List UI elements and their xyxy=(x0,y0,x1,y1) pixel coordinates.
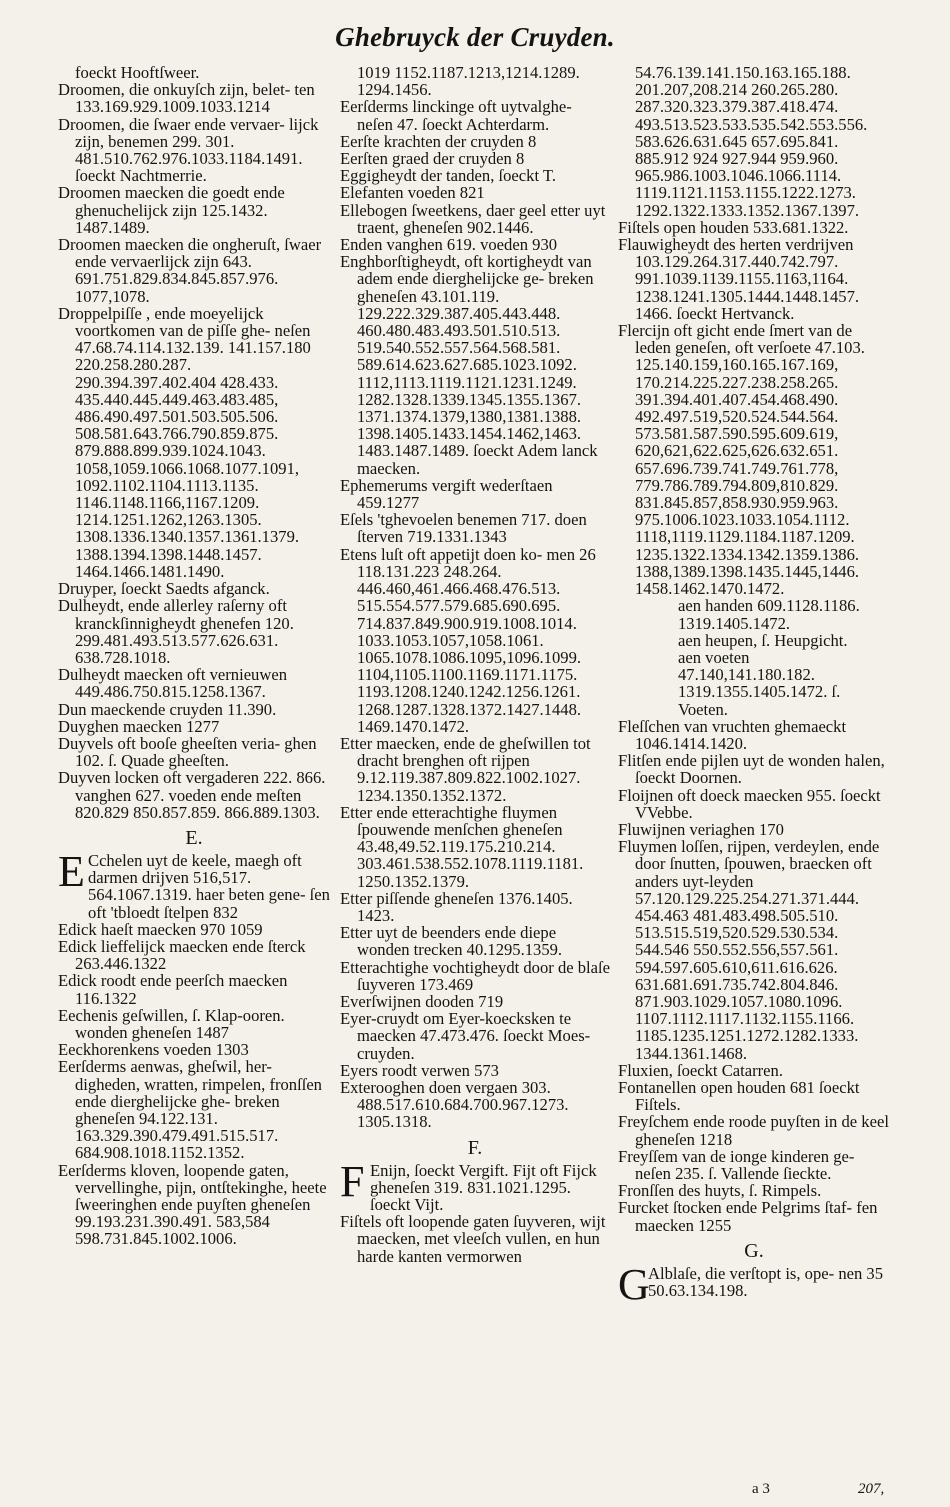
index-entry-text: Alblaſe, die verſtopt is, ope- nen 35 50.63.134.198. xyxy=(648,1263,884,1301)
index-entry: Eechenis geſwillen, ſ. Klap-ooren. wonden gheneſen 1487 xyxy=(58,1005,285,1042)
index-entry: Exterooghen doen vergaen 303. 488.517.610.684.700.967.1273. 1305.1318. xyxy=(340,1077,569,1132)
index-entry: Etterachtighe vochtigheydt door de blaſe ſuyveren 173.469 xyxy=(340,957,610,994)
index-entry: Dulheydt maecken oft vernieuwen 449.486.750.815.1258.1367. xyxy=(58,665,287,702)
index-entry: Dun maeckende cruyden 11.390. xyxy=(58,699,277,719)
index-entry: Fontanellen open houden 681 ſoeckt Fiſtels. xyxy=(618,1077,860,1115)
index-entry: Flercijn oft gicht ende ſmert van de leden geneſen, oft verſoete 47.103. 125.140.159,160.165.167.169, 170.214.225.227.238.258.265. 391.394.401.407.454.468.490. 492.497.519,520.524.544.564. 573.581.587.590.595.609.619, 620,621,622.625,626.632.651. 657.696.739.741.749.761.778, 779.786.789.794.809,810.829. 831.845.857,858.930.959.963. 975.1006.1023.1033.1054.1112. 1118,1119.1129.1184.1187.1209. 1235.1322.1334.1342.1359.1386. 1388,1389.1398.1435.1445,1446. 1458.1462.1470.1472. xyxy=(618,321,865,599)
index-entry: Duyven locken oft vergaderen 222. 866. vanghen 627. voeden ende meſten 820.829 850.857.859. 866.889.1303. xyxy=(58,768,326,822)
index-entry: Fiſtels oft loopende gaten ſuyveren, wijt maecken, met vleeſch vullen, en hun harde kanten vermorwen xyxy=(340,1212,606,1266)
index-entry: Edick roodt ende peerſch maecken 116.1322 xyxy=(58,971,288,1008)
index-entry: Eerſten graed der cruyden 8 xyxy=(340,149,525,169)
index-entry-initial xyxy=(618,1259,890,1309)
index-entry: Enden vanghen 619. voeden 930 xyxy=(340,235,558,255)
drop-capital: F xyxy=(340,1156,365,1206)
index-entry: Droomen maecken die goedt ende ghenuchelijck zijn 125.1432. 1487.1489. xyxy=(58,183,285,237)
index-entry: Furcket ſtocken ende Pelgrims ſtaf- fen maecken 1255 xyxy=(618,1198,878,1235)
index-entry: Fluwijnen veriaghen 170 xyxy=(618,819,784,839)
index-column-middle xyxy=(340,64,610,1484)
index-entry: Dulheydt, ende allerley raſerny oft kranckſinnigheydt ghenefen 120. 299.481.493.513.577.626.631. 638.728.1018. xyxy=(58,596,294,667)
index-entry: Freyſchem ende roode puyſten in de keel gheneſen 1218 xyxy=(618,1112,889,1149)
index-entry: Etter uyt de beenders ende diepe wonden trecken 40.1295.1359. xyxy=(340,923,563,960)
index-entry: Etter piſſende gheneſen 1376.1405. 1423. xyxy=(340,888,573,925)
section-letter: F. xyxy=(467,1136,483,1159)
index-entry-text: Cchelen uyt de keele, maegh oft darmen drijven 516,517. 564.1067.1319. haer beten gene- ſen oft 'tbloedt ſtelpen 832 xyxy=(88,850,330,922)
index-entry: Ephemerums vergift wederſtaen 459.1277 xyxy=(340,475,553,513)
index-entry: Droomen maecken die ongheruſt, ſwaer ende vervaerlijck zijn 643. 691.751.829.834.845.857.976. 1077,1078. xyxy=(58,235,322,306)
index-column-left xyxy=(58,64,330,1484)
index-entry: Ellebogen ſweetkens, daer geel etter uyt traent, gheneſen 902.1446. xyxy=(340,200,606,237)
index-entry: Flitſen ende pijlen uyt de wonden halen, ſoeckt Doornen. xyxy=(618,751,885,788)
index-entry: Droomen, die onkuyſch zijn, belet- ten 133.169.929.1009.1033.1214 xyxy=(58,80,315,117)
index-entry: Eerſte krachten der cruyden 8 xyxy=(340,131,537,151)
index-entry: Floijnen oft doeck maecken 955. ſoeckt VVebbe. xyxy=(618,785,881,822)
index-entry: Eggigheydt der tanden, ſoeckt T. xyxy=(340,166,556,186)
index-entry: Duyghen maecken 1277 xyxy=(58,716,220,736)
running-head: Ghebruyck der Cruyden. xyxy=(335,22,615,52)
index-entry: Elefanten voeden 821 xyxy=(340,183,485,203)
signature-mark: a 3 xyxy=(752,1481,770,1497)
index-entry-text: Enijn, ſoeckt Vergift. Fijt oft Fijck gheneſen 319. 831.1021.1295. ſoeckt Vijt. xyxy=(370,1160,597,1214)
index-entry: Edick lieffelijck maecken ende ſterck 263.446.1322 xyxy=(58,936,306,974)
index-entry: Droomen, die ſwaer ende vervaer- lijck zijn, benemen 299. 301. 481.510.762.976.1033.1184.1491. ſoeckt Nachtmerrie. xyxy=(58,114,319,186)
index-column-right xyxy=(618,64,890,1484)
index-entry: Flauwigheydt des herten verdrijven 103.129.264.317.440.742.797. 991.1039.1139.1155.1163,1164. 1238.1241.1305.1444.1448.1457. 1466. ſoeckt Hertvanck. xyxy=(618,235,860,323)
index-entry: Enghborſtigheydt, oft kortigheydt van adem ende dierghelijcke ge- breken gheneſen 43.101.119. 129.222.329.387.405.443.448. 460.480.483.493.501.510.513. 519.540.552.557.564.568.581. 589.614.623.627.685.1023.1092. 1112,1113.1119.1121.1231.1249. 1282.1328.1339.1345.1355.1367. 1371.1374.1379,1380,1381.1388. 1398.1405.1433.1454.1462,1463. 1483.1487.1489. ſoeckt Adem lanck maecken. xyxy=(340,252,598,478)
index-subentry: aen heupen, ſ. Heupgicht. xyxy=(678,630,848,650)
index-subentry: aen handen 609.1128.1186. 1319.1405.1472. xyxy=(678,596,860,633)
index-entry: Etter ende etterachtighe fluymen ſpouwende menſchen gheneſen 43.48,49.52.119.175.210.214. 303.461.538.552.1078.1119.1181. 1250.1352.1379. xyxy=(340,802,584,891)
index-entry: Eeckhorenkens voeden 1303 xyxy=(58,1040,249,1060)
drop-capital: G xyxy=(618,1259,650,1309)
index-entry: Eyers roodt verwen 573 xyxy=(340,1060,499,1080)
index-entry: Eyer-cruydt om Eyer-koecksken te maecken 47.473.476. ſoeckt Moes-cruyden. xyxy=(340,1009,591,1063)
index-entry-initial xyxy=(58,846,330,922)
index-entry: Droppelpiſſe , ende moeyelijck voortkomen van de piſſe ghe- neſen 47.68.74.114.132.139. 141.157.180 220.258.280.287. 290.394.397.402.404 428.433. 435.440.445.449.463.483.485, 486.490.497.501.503.505.506. 508.581.643.766.790.859.875. 879.888.899.939.1024.1043. 1058,1059.1066.1068.1077.1091, 1092.1102.1104.1113.1135. 1146.1148.1166,1167.1209. 1214.1251.1262,1263.1305. 1308.1336.1340.1357.1361.1379. 1388.1394.1398.1448.1457. 1464.1466.1481.1490. xyxy=(58,303,311,581)
index-subentry: aen voeten 47.140,141.180.182. 1319.1355.1405.1472. ſ. Voeten. xyxy=(678,647,841,719)
index-entry: Etens luſt oft appetijt doen ko- men 26 118.131.223 248.264. 446.460,461.466.468.476.513. 515.554.577.579.685.690.695. 714.837.849.900.919.1008.1014. 1033.1053.1057,1058.1061. 1065.1078.1086.1095,1096.1099. 1104,1105.1100.1169.1171.1175. 1193.1208.1240.1242.1256.1261. 1268.1287.1328.1372.1427.1448. 1469.1470.1472. xyxy=(340,544,596,736)
index-entry: 1019 1152.1187.1213,1214.1289. 1294.1456. xyxy=(357,64,580,100)
index-entry: Freyſſem van de ionge kinderen ge- neſen 235. ſ. Vallende ſieckte. xyxy=(618,1146,855,1183)
index-entry: Fluymen loſſen, rijpen, verdeylen, ende door ſnutten, ſpouwen, braecken oft anders uyt-leyden 57.120.129.225.254.271.371.444. 454.463 481.483.498.505.510. 513.515.519,520.529.530.534. 544.546 550.552.556,557.561. 594.597.605.610,611.616.626. 631.681.691.735.742.804.846. 871.903.1029.1057.1080.1096. 1107.1112.1117.1132.1155.1166. 1185.1235.1251.1272.1282.1333. 1344.1361.1468. xyxy=(618,837,880,1063)
index-entry: Eerſderms kloven, loopende gaten, vervellinghe, pijn, ontſtekinghe, heete ſweeringhen ende puyſten gheneſen 99.193.231.390.491. 583,584 598.731.845.1002.1006. xyxy=(58,1160,327,1249)
index-entry-initial xyxy=(340,1156,610,1214)
index-entry: Duyvels oft booſe gheeſten veria- ghen 102. ſ. Quade gheeſten. xyxy=(58,733,317,771)
section-letter: E. xyxy=(185,826,203,849)
catchword: 207, xyxy=(858,1481,885,1497)
index-entry: Edick haeſt maecken 970 1059 xyxy=(58,919,263,939)
index-entry: Everſwijnen dooden 719 xyxy=(340,991,504,1011)
index-entry: Fiſtels open houden 533.681.1322. xyxy=(618,217,849,237)
index-entry: Eſels 'tghevoelen benemen 717. doen ſterven 719.1331.1343 xyxy=(340,510,587,547)
index-entry: foeckt Hooftſweer. xyxy=(75,64,200,82)
index-entry: Eerſderms linckinge oft uytvalghe- neſen 47. ſoeckt Achterdarm. xyxy=(340,97,572,134)
index-entry: Druyper, ſoeckt Saedts afganck. xyxy=(58,579,270,599)
index-entry: 54.76.139.141.150.163.165.188. 201.207,208.214 260.265.280. 287.320.323.379.387.418.474. 493.513.523.533.535.542.553.556. 583.626.631.645 657.695.841. 885.912 924 927.944 959.960. 965.986.1003.1046.1066.1114. 1119.1121.1153.1155.1222.1273. 1292.1322.1333.1352.1367.1397. xyxy=(635,64,868,220)
index-entry: Etter maecken, ende de gheſwillen tot dracht brenghen oft rijpen 9.12.119.387.809.822.1002.1027. 1234.1350.1352.1372. xyxy=(340,733,591,805)
section-letter: G. xyxy=(744,1239,764,1262)
index-entry: Fluxien, ſoeckt Catarren. xyxy=(618,1060,783,1080)
index-entry: Fleſſchen van vruchten ghemaeckt 1046.1414.1420. xyxy=(618,716,847,753)
index-entry: Fronſſen des huyts, ſ. Rimpels. xyxy=(618,1181,822,1201)
drop-capital: E xyxy=(58,846,85,896)
index-entry: Eerſderms aenwas, gheſwil, her- digheden, wratten, rimpelen, fronſſen ende dierghelijcke ghe- breken gheneſen 94.122.131. 163.329.390.479.491.515.517. 684.908.1018.1152.1352. xyxy=(58,1057,322,1163)
